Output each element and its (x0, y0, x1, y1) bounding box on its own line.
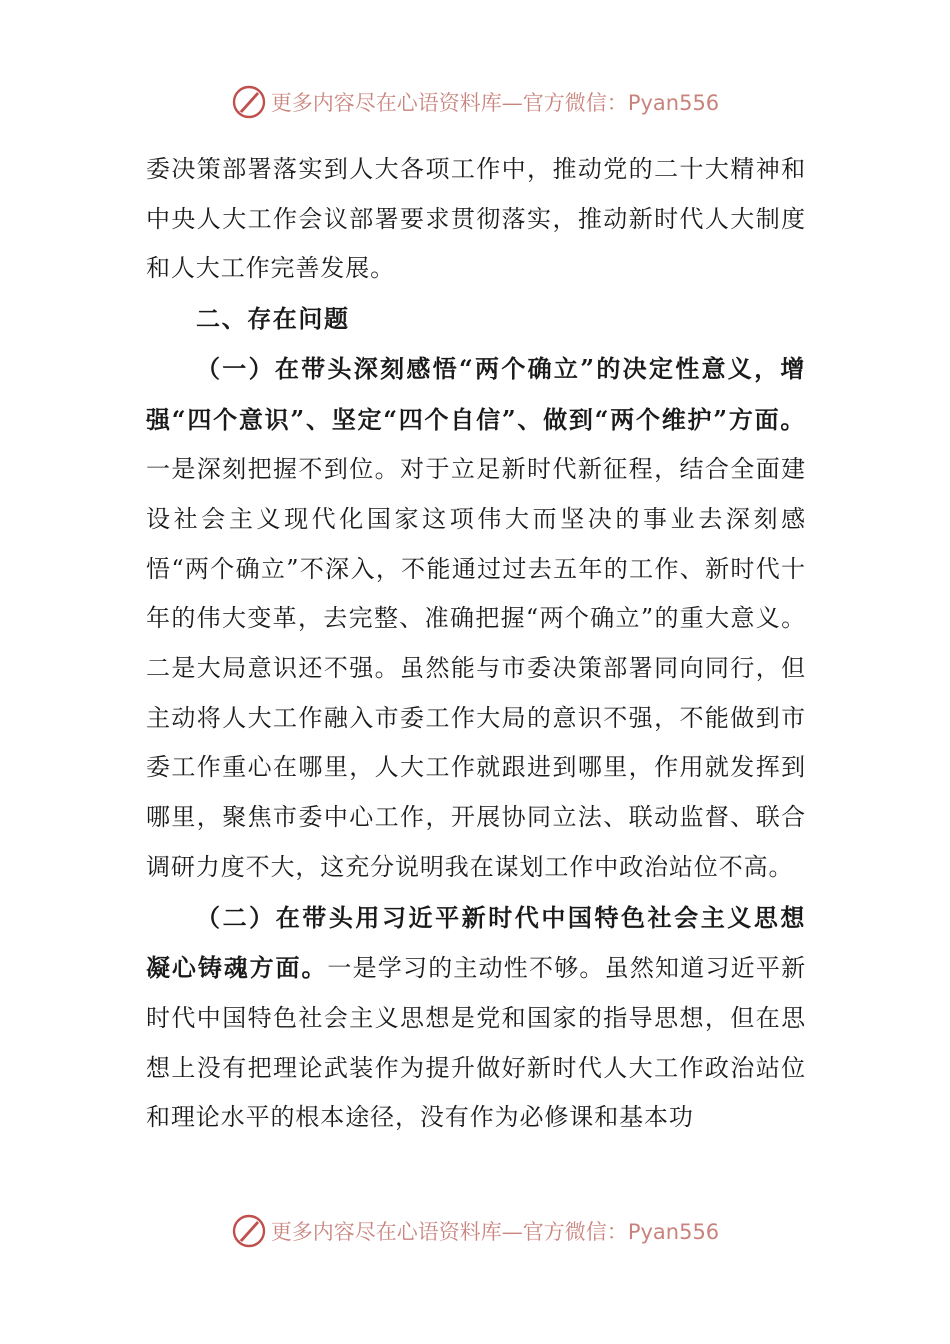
item2-heading: （二）在带头用习近平新时代中国特色社会主义思想凝心铸魂方面。 (146, 902, 806, 983)
item2-paragraph (146, 893, 806, 1144)
section-heading: 二、存在问题 (196, 304, 350, 334)
watermark-text: 更多内容尽在心语资料库—官方微信：Pyan556 (270, 91, 720, 115)
header-watermark (0, 80, 950, 124)
watermark-text: 更多内容尽在心语资料库—官方微信：Pyan556 (270, 1220, 720, 1244)
item1-heading: （一）在带头深刻感悟“两个确立”的决定性意义，增强“四个意识”、坚定“四个自信”、做到“两个维护”方面。 (146, 353, 806, 434)
quill-pen-icon (231, 1213, 267, 1249)
paragraph-continuation: 委决策部署落实到人大各项工作中，推动党的二十大精神和中央人大工作会议部署要求贯彻落实，推动新时代人大制度和人大工作完善发展。 (146, 155, 806, 283)
watermark-handle: Pyan556 (627, 91, 720, 115)
item1-body: 一是深刻把握不到位。对于立足新时代新征程，结合全面建设社会主义现代化国家这项伟大而坚决的事业去深刻感悟“两个确立”不深入，不能通过过去五年的工作、新时代十年的伟大变革，去完整、准确把握“两个确立”的重大意义。二是大局意识还不强。虽然能与市委决策部署同向同行，但主动将人大工作融入市委工作大局的意识不强，不能做到市委工作重心在哪里，人大工作就跟进到哪里，作用就发挥到哪里，聚焦市委中心工作，开展协同立法、联动监督、联合调研力度不大，这充分说明我在谋划工作中政治站位不高。 (146, 455, 806, 881)
item1-paragraph (146, 344, 806, 893)
item2-body: 一是学习的主动性不够。虽然知道习近平新时代中国特色社会主义思想是党和国家的指导思想，但在思想上没有把理论武装作为提升做好新时代人大工作政治站位和理论水平的根本途径，没有作为必修课和基本功 (146, 954, 806, 1132)
watermark-handle: Pyan556 (627, 1220, 720, 1244)
quill-pen-icon (231, 84, 267, 120)
footer-watermark (0, 1209, 950, 1253)
document-body (146, 145, 806, 1143)
